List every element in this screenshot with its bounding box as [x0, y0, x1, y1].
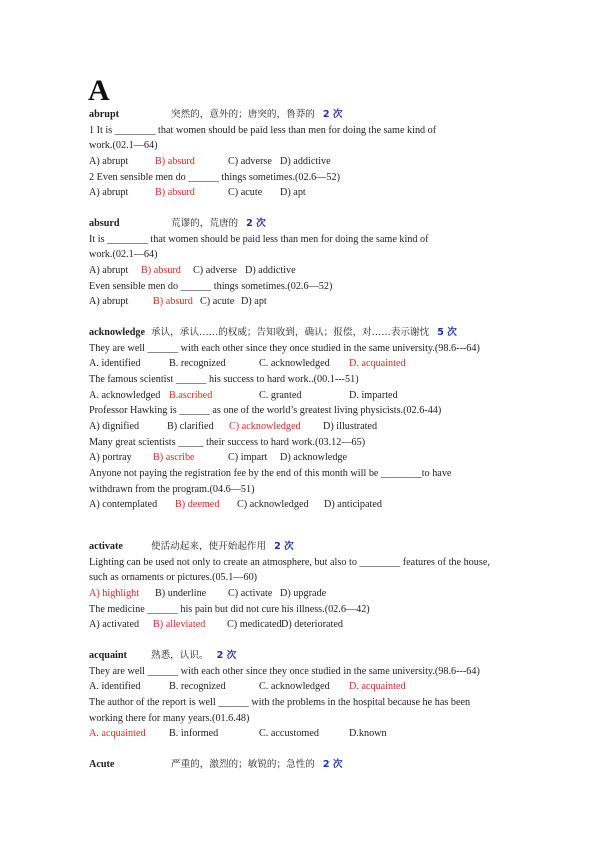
answer-option: A) activated — [89, 619, 140, 631]
headword: abrupt — [89, 109, 120, 120]
question-text — [89, 603, 370, 617]
answer-option: D. imparted — [349, 389, 398, 401]
sentence: such as ornaments or pictures.(05.1—60) — [89, 572, 258, 584]
correct-answer-option: D. acquainted — [349, 681, 406, 693]
answer-option: D) apt — [280, 187, 306, 199]
frequency-count: 2 次 — [274, 541, 294, 552]
question-text — [89, 233, 429, 247]
definition: 突然的，意外的；唐突的，鲁莽的 — [171, 109, 315, 120]
answer-option: A) abrupt — [89, 155, 129, 167]
answer-option: A) contemplated — [89, 499, 158, 511]
entry-heading — [89, 540, 294, 554]
frequency-count: 2 次 — [322, 109, 343, 120]
answer-option: C) medicated — [227, 619, 282, 631]
answer-option: A. identified — [89, 358, 141, 370]
frequency-count: 5 次 — [437, 327, 457, 338]
sentence: They are well ______ with each other since they once studied in the same university.(98.6---64) — [89, 342, 480, 354]
answer-option: D) acknowledge — [280, 452, 348, 464]
sentence: 2 Even sensible men do ______ things sometimes.(02.6—52) — [89, 171, 340, 183]
correct-answer-option: B) absurd — [153, 296, 193, 308]
question-text — [89, 696, 470, 710]
correct-answer-option: B) absurd — [141, 264, 181, 276]
answer-option: C) activate — [228, 587, 273, 599]
sentence: Professor Hawking is ______ as one of the world’s greatest living physicists.(02.6-44) — [89, 405, 442, 417]
answer-option: C) acute — [228, 187, 263, 199]
sentence: Lighting can be used not only to create an atmosphere, but also to ________ features of the house, — [89, 556, 490, 568]
sentence: Even sensible men do ______ things sometimes.(02.6—52) — [89, 280, 333, 292]
question-text — [89, 483, 255, 497]
correct-answer-option: B) absurd — [155, 187, 195, 199]
answer-option: D.known — [349, 728, 387, 740]
sentence: It is ________ that women should be paid less than men for doing the same kind of — [89, 233, 429, 245]
answer-option: B. recognized — [169, 358, 226, 370]
entry-heading — [89, 108, 343, 122]
answer-option: B) clarified — [167, 420, 214, 432]
definition: 荒谬的，荒唐的 — [171, 218, 239, 229]
answer-option: A) dignified — [89, 420, 140, 432]
answer-option: C) impart — [228, 452, 268, 464]
question-text — [89, 373, 359, 387]
headword: Acute — [89, 759, 115, 770]
sentence: Many great scientists _____ their success to hard work.(03.12—65) — [89, 436, 366, 448]
entry-heading — [89, 758, 343, 772]
headword: activate — [89, 541, 123, 552]
question-text — [89, 171, 340, 185]
answer-option: D) deteriorated — [281, 619, 343, 631]
answer-option: A) abrupt — [89, 296, 129, 308]
answer-option: A) portray — [89, 452, 132, 464]
answer-option: B. recognized — [169, 681, 226, 693]
answer-option: C. granted — [259, 389, 302, 401]
question-text — [89, 665, 480, 679]
question-text — [89, 712, 249, 726]
section-letter: A — [88, 74, 110, 107]
entry-heading — [89, 326, 457, 340]
sentence: Anyone not paying the registration fee by the end of this month will be ________to have — [89, 467, 452, 479]
correct-answer-option: C) acknowledged — [229, 420, 301, 432]
sentence: work.(02.1—64) — [89, 249, 158, 261]
answer-option: A. identified — [89, 681, 141, 693]
answer-option: C. acknowledged — [259, 681, 330, 693]
answer-option: C) adverse — [193, 264, 237, 276]
correct-answer-option: D. acquainted — [349, 358, 406, 370]
correct-answer-option: B) alleviated — [153, 619, 206, 631]
sentence: They are well ______ with each other since they once studied in the same university.(98.6---64) — [89, 665, 480, 677]
frequency-count: 2 次 — [246, 218, 266, 229]
definition: 使活动起来，使开始起作用 — [151, 541, 267, 552]
correct-answer-option: B.ascribed — [169, 389, 213, 401]
sentence: work.(02.1—64) — [89, 140, 158, 152]
answer-option: D) upgrade — [280, 587, 327, 599]
headword: acquaint — [89, 650, 127, 661]
headword: acknowledge — [89, 327, 146, 338]
correct-answer-option: B) deemed — [175, 499, 220, 511]
entry-heading — [89, 649, 236, 663]
answer-option: B. informed — [169, 728, 219, 740]
answer-option: D) illustrated — [323, 420, 378, 432]
answer-option: C. acknowledged — [259, 358, 330, 370]
question-text — [89, 467, 451, 481]
answer-option: B) underline — [155, 587, 207, 599]
definition: 严重的，激烈的；敏锐的；急性的 — [171, 759, 315, 770]
answer-option: C. accustomed — [259, 728, 319, 740]
sentence: The medicine ______ his pain but did not cure his illness.(02.6—42) — [89, 603, 370, 615]
answer-option: D) addictive — [245, 264, 296, 276]
question-text — [89, 280, 332, 294]
entry-heading — [89, 217, 266, 231]
question-text — [89, 124, 436, 138]
question-text — [89, 404, 441, 418]
sentence: withdrawn from the program.(04.6—51) — [89, 483, 255, 495]
answer-option: A) abrupt — [89, 264, 129, 276]
answer-option: D) anticipated — [324, 499, 382, 511]
frequency-count: 2 次 — [322, 759, 343, 770]
answer-option: C) adverse — [228, 155, 272, 167]
answer-option: C) acute — [200, 296, 235, 308]
sentence: The famous scientist ______ his success to hard work..(00.1---51) — [89, 373, 359, 385]
definition: 熟悉，认识。 — [151, 650, 209, 661]
answer-option: A) abrupt — [89, 187, 129, 199]
correct-answer-option: B) absurd — [155, 155, 195, 167]
question-text — [89, 556, 490, 570]
question-text — [89, 571, 257, 585]
answer-option: C) acknowledged — [237, 499, 309, 511]
correct-answer-option: A. acquainted — [89, 728, 146, 740]
frequency-count: 2 次 — [216, 650, 237, 661]
question-text — [89, 139, 157, 153]
question-text — [89, 436, 365, 450]
question-text — [89, 342, 480, 356]
sentence: 1 It is ________ that women should be paid less than men for doing the same kind of — [89, 124, 437, 136]
answer-option: D) addictive — [280, 155, 331, 167]
question-text — [89, 248, 157, 262]
sentence: working there for many years.(01.6.48) — [89, 712, 250, 724]
answer-option: A. acknowledged — [89, 389, 161, 401]
answer-option: D) apt — [241, 296, 267, 308]
headword: absurd — [89, 218, 120, 229]
definition: 承认，承认……的权威；告知收到，确认；报偿，对……表示谢忱 — [151, 327, 430, 338]
correct-answer-option: A) highlight — [89, 587, 140, 599]
correct-answer-option: B) ascribe — [153, 452, 195, 464]
sentence: The author of the report is well ______ with the problems in the hospital because he has been — [89, 696, 471, 708]
